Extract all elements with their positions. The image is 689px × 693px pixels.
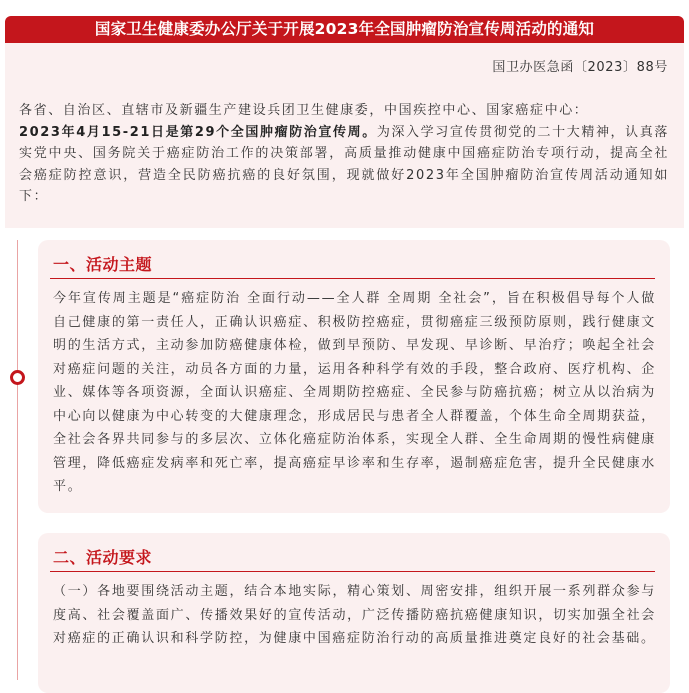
section-divider xyxy=(50,571,655,572)
section-title: 一、活动主题 xyxy=(53,255,153,274)
notice-title: 国家卫生健康委办公厅关于开展2023年全国肿瘤防治宣传周活动的通知 xyxy=(5,16,684,43)
timeline-line xyxy=(17,240,18,680)
section-activity-theme xyxy=(38,240,670,513)
intro-body-text: 为深入学习宣传贯彻党的二十大精神，认真落实党中央、国务院关于癌症防治工作的决策部署，高质量推动健康中国癌症防治专项行动，提高全社会癌症防控意识，营造全民防癌抗癌的良好氛围，现就做好2023年全国肿瘤防治宣传周活动通知如下： xyxy=(19,124,669,204)
intro-paragraph xyxy=(19,100,669,208)
intro-bold-sentence: 2023年4月15-21日是第29个全国肿瘤防治宣传周。 xyxy=(19,124,377,140)
section-body: （一）各地要围绕活动主题，结合本地实际，精心策划、周密安排，组织开展一系列群众参与度高、社会覆盖面广、传播效果好的宣传活动，广泛传播防癌抗癌健康知识，切实加强全社会对癌症的正确认识和科学防控，为健康中国癌症防治行动的高质量推进奠定良好的社会基础。 xyxy=(53,584,656,646)
section-title: 二、活动要求 xyxy=(53,548,153,567)
notice-header-block xyxy=(5,43,684,228)
section-divider xyxy=(50,278,655,279)
document-number: 国卫办医急函〔2023〕88号 xyxy=(492,60,668,75)
addressee-line: 各省、自治区、直辖市及新疆生产建设兵团卫生健康委，中国疾控中心、国家癌症中心： xyxy=(19,103,589,118)
timeline-dot-icon xyxy=(10,370,25,385)
section-body: 今年宣传周主题是“癌症防治 全面行动——全人群 全周期 全社会”，旨在积极倡导每个人做自己健康的第一责任人，正确认识癌症、积极防控癌症，贯彻癌症三级预防原则，践行健康文明的生活方式，主动参加防癌健康体检，做到早预防、早发现、早诊断、早治疗；唤起全社会对癌症问题的关注，动员各方面的力量，运用各种科学有效的手段，整合政府、医疗机构、企业、媒体等各项资源，全面认识癌症、全周期防控癌症、全民参与防癌抗癌；树立从以治病为中心向以健康为中心转变的大健康理念，形成居民与患者全人群覆盖，个体生命全周期获益，全社会各界共同参与的多层次、立体化癌症防治体系，实现全人群、全生命周期的慢性病健康管理，降低癌症发病率和死亡率，提高癌症早诊率和生存率，遏制癌症危害，提升全民健康水平。 xyxy=(53,291,656,494)
section-activity-requirements xyxy=(38,533,670,693)
